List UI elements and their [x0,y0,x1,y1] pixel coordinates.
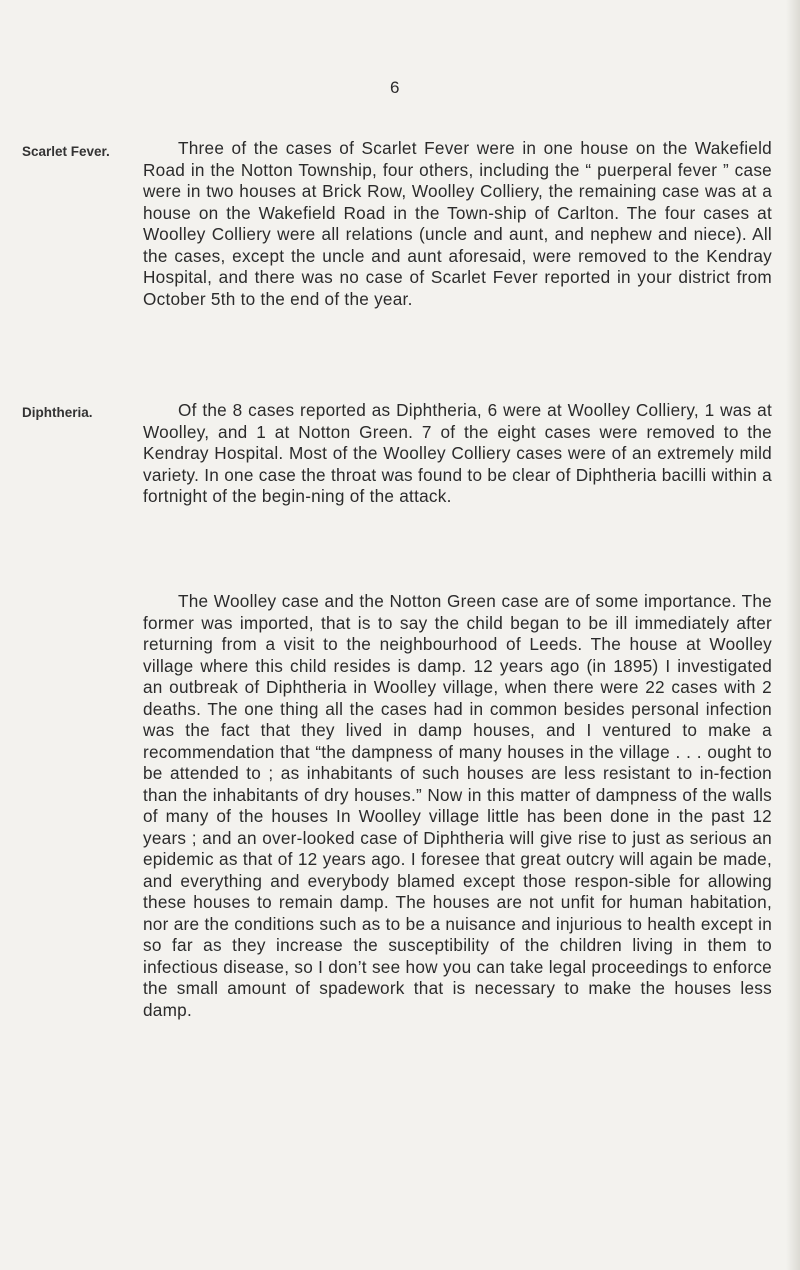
page-edge-shadow [786,0,800,1270]
sidenote-scarlet-fever: Scarlet Fever. [22,144,110,159]
paragraph-diphtheria-cases: Of the 8 cases reported as Diphtheria, 6 were at Woolley Colliery, 1 was at Woolley, and 1 at Notton Green. 7 of the eight cases were removed to the Kendray Hospital. Most of the Woolley Colliery cases were of an extremely mild variety. In one case the throat was found to be clear of Diphtheria bacilli within a fortnight of the begin-ning of the attack. [143,400,772,506]
paragraph-scarlet-fever: Three of the cases of Scarlet Fever were in one house on the Wakefield Road in the Notton Township, four others, including the “ puerperal fever ” case were in two houses at Brick Row, Woolley Colliery, the remaining case was at a house on the Wakefield Road in the Town-ship of Carlton. The four cases at Woolley Colliery were all relations (uncle and aunt, and nephew and niece). All the cases, except the uncle and aunt aforesaid, were removed to the Kendray Hospital, and there was no case of Scarlet Fever reported in your district from October 5th to the end of the year. [143,138,772,309]
sidenote-diphtheria: Diphtheria. [22,405,93,420]
page-number: 6 [390,78,400,97]
paragraph-woolley-case: The Woolley case and the Notton Green case are of some importance. The former was imported, that is to say the child began to be ill immediately after returning from a visit to the neighbourhood of Leeds. The house at Woolley village where this child resides is damp. 12 years ago (in 1895) I investigated an outbreak of Diphtheria in Woolley village, when there were 22 cases with 2 deaths. The one thing all the cases had in common besides personal infection was the fact that they lived in damp houses, and I ventured to make a recommendation that “the dampness of many houses in the village . . . ought to be attended to ; as inhabitants of such houses are less resistant to in-fection than the inhabitants of dry houses.” Now in this matter of dampness of the walls of many of the houses In Woolley village little has been done in the past 12 years ; and an over-looked case of Diphtheria will give rise to just as serious an epidemic as that of 12 years ago. I foresee that great outcry will again be made, and everything and everybody blamed except those respon-sible for allowing these houses to remain damp. The houses are not unfit for human habitation, nor are the conditions such as to be a nuisance and injurious to health except in so far as they increase the susceptibility of the children living in them to infectious disease, so I don’t see how you can take legal proceedings to enforce the small amount of spadework that is necessary to make the houses less damp. [143,591,772,1020]
